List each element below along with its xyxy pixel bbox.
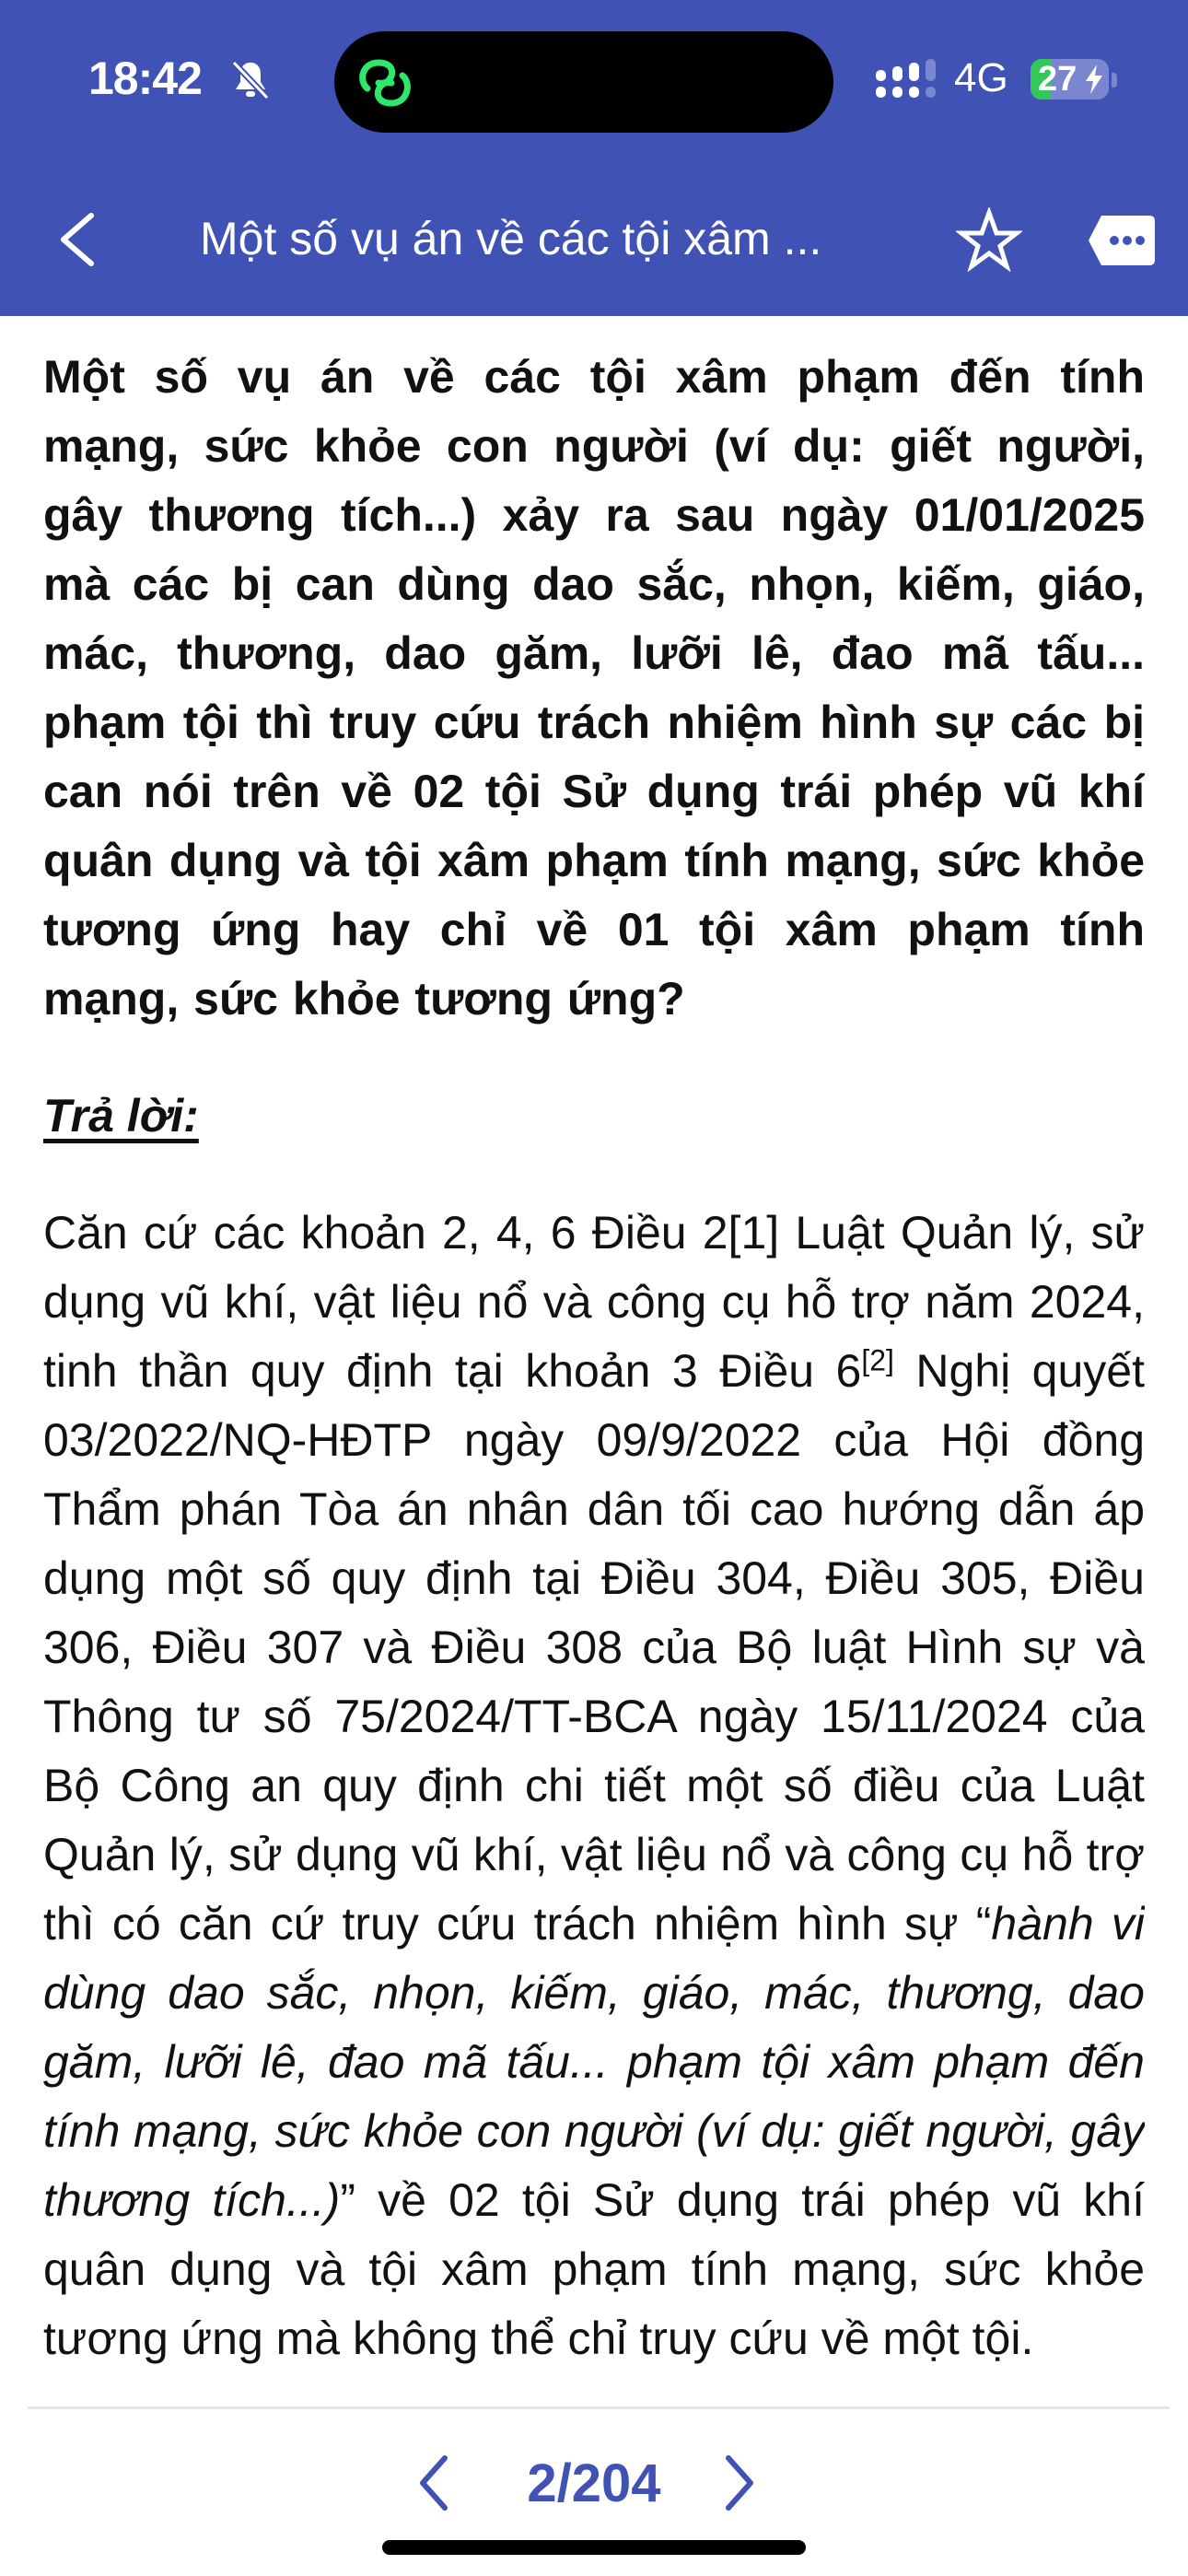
chevron-left-icon — [410, 2453, 461, 2513]
battery-indicator — [1031, 59, 1109, 100]
answer-text: ” về 02 tội Sử dụng trái phép vũ khí quân dụng và tội xâm phạm tính mạng, sức khỏe tương ứng mà không thể chỉ truy cứu về một tội. — [43, 2174, 1145, 2364]
quoted-text: hành vi dùng dao sắc, nhọn, kiếm, giáo, mác, thương, dao găm, lưỡi lê, đao mã tấu... phạm tội xâm phạm đến tính mạng, sức khỏe con người (ví dụ: giết người, gây thương tích...) — [43, 1898, 1145, 2226]
page-navigator — [0, 2432, 1188, 2524]
next-page-button[interactable] — [712, 2453, 763, 2513]
star-outline-icon — [956, 207, 1022, 272]
top-app-bar — [0, 0, 1188, 316]
bell-slash-icon — [230, 59, 271, 101]
previous-page-button[interactable] — [410, 2453, 461, 2513]
status-time: 18:42 — [88, 53, 202, 104]
back-button[interactable] — [51, 203, 106, 276]
linked-rings-icon — [355, 55, 415, 111]
chevron-right-icon — [712, 2453, 763, 2513]
bookmark-button[interactable] — [956, 207, 1022, 272]
question-heading: Một số vụ án về các tội xâm phạm đến tính mạng, sức khỏe con người (ví dụ: giết người, gây thương tích...) xảy ra sau ngày 01/01/2025 mà các bị can dùng dao sắc, nhọn, kiếm, giáo, mác, thương, dao găm, lưỡi lê, đao mã tấu... phạm tội thì truy cứu trách nhiệm hình sự các bị can nói trên về 02 tội Sử dụng trái phép vũ khí quân dụng và tội xâm phạm tính mạng, sức khỏe tương ứng hay chỉ về 01 tội xâm phạm tính mạng, sức khỏe tương ứng? — [43, 351, 1145, 1025]
more-options-button[interactable] — [1085, 212, 1159, 269]
dynamic-island — [334, 31, 833, 133]
bottom-divider — [28, 2406, 1170, 2409]
footnote-link[interactable]: [2] — [861, 1343, 894, 1377]
cellular-signal-icon — [876, 59, 937, 101]
answer-paragraph — [43, 1199, 1145, 2373]
network-type: 4G — [954, 55, 1008, 100]
home-indicator[interactable] — [382, 2540, 806, 2555]
answer-label: Trả lời: — [43, 1090, 199, 1142]
answer-text: Nghị quyết 03/2022/NQ-HĐTP ngày 09/9/2022 của Hội đồng Thẩm phán Tòa án nhân dân tối cao hướng dẫn áp dụng một số quy định tại Điều 304, Điều 305, Điều 306, Điều 307 và Điều 308 của Bộ luật Hình sự và Thông tư số 75/2024/TT-BCA ngày 15/11/2024 của Bộ Công an quy định chi tiết một số điều của Luật Quản lý, sử dụng vũ khí, vật liệu nổ và công cụ hỗ trợ thì có căn cứ truy cứu trách nhiệm hình sự “ — [43, 1345, 1145, 1950]
battery-cap — [1112, 73, 1117, 88]
chevron-left-icon — [51, 203, 106, 276]
charging-bolt-icon — [1084, 64, 1104, 94]
article-content[interactable] — [43, 343, 1145, 2407]
tag-ellipsis-icon — [1085, 212, 1159, 269]
page-title: Một số vụ án về các tội xâm ... — [200, 213, 822, 264]
battery-percent: 27 — [1038, 60, 1077, 99]
page-counter: 2/204 — [527, 2453, 661, 2513]
answer-text: Căn cứ các khoản 2, 4, 6 Điều 2[1] Luật Quản lý, sử dụng vũ khí, vật liệu nổ và công cụ hỗ trợ năm 2024, tinh thần quy định tại khoản 3 Điều 6 — [43, 1207, 1145, 1397]
